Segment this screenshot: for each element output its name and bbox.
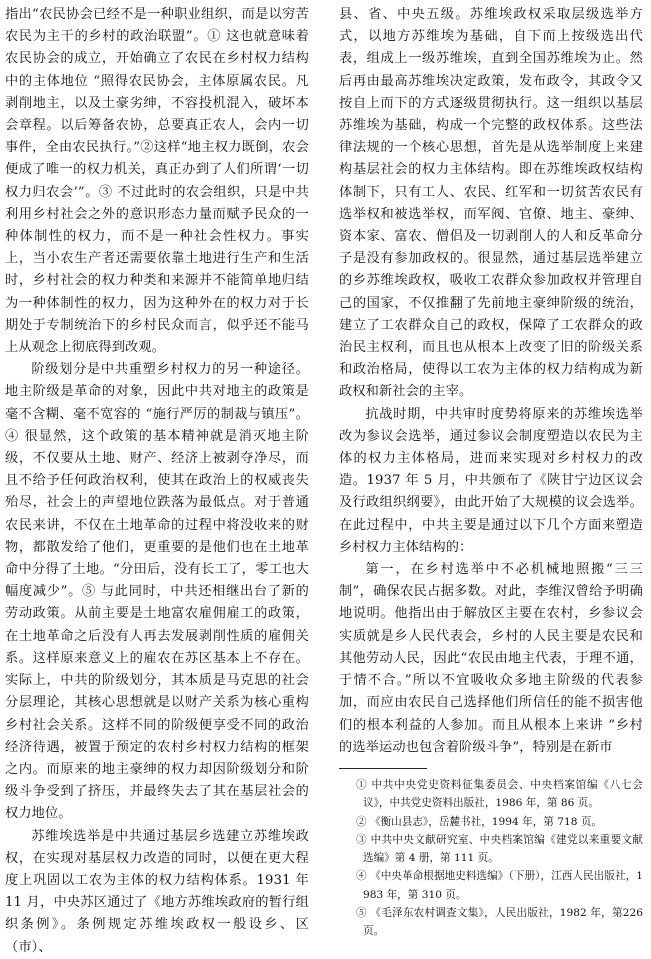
footnote: ⑤ 《毛泽东农村调查文集》，人民出版社，1982 年，第226 页。 (356, 907, 643, 938)
footnote: ② 《衡山县志》，岳麓书社，1994 年，第 718 页。 (356, 815, 603, 828)
footnote-divider (339, 768, 427, 769)
footnote: ④ 《中央革命根据地史料选编》（下册），江西人民出版社，1983 年，第 310 页。 (356, 870, 643, 901)
body-paragraph-continued: 县、省、中央五级。苏维埃政权采取层级选举方式，以地方苏维埃为基础，自下而上按级选出代表，组成上一级苏维埃，直到全国苏维埃为止。然后再由最高苏维埃决定政策，发布政令，其政令又按自上而下的方式逐级贯彻执行。这一组织以基层苏维埃为基础，构成一个完整的政权体系。这些法律法规的一个核心思想，首先是从选举制度上来建构基层社会的权力主体结构。即在苏维埃政权结构体制下，只有工人、农民、红军和一切贫苦农民有选举权和被选举权，而军阀、官僚、地主、豪绅、资本家、富农、僧侣及一切剥削人的人和反革命分子是没有参加政权的。很显然，通过基层选举建立的乡苏维埃政权，吸收工农群众参加政权并管理自己的国家，不仅推翻了先前地主豪绅阶级的统治，建立了工农群众自己的政权，保障了工农群众的政治民主权利，而且也从根本上改变了旧的阶级关系和政治格局，使得以工农为主体的权力结构成为新政权和新社会的主宰。 (339, 7, 643, 400)
body-paragraph: 指出“农民协会已经不是一种职业组织，而是以穷苦农民为主干的乡村的政治联盟”。① 这也就意味着农民协会的成立，开始确立了农民在乡村权力结构中的主体地位 “照得农民协会，主体原属农民。凡剥削地主，以及土豪劣绅，不容投机混入，破坏本会章程。以后筹备农协，总要真正农人，会内一切事件，全由农民执行。”②这样“地主权力既倒，农会便成了唯一的权力机关，真正办到了人们所谓‘一切权力归农会’”。③ 不过此时的农会组织，只是中共利用乡村社会之外的意识形态力量而赋予民众的一种体制性的权力，而不是一种社会性权力。事实上，当小农生产者还需要依靠土地进行生产和生活时，乡村社会的权力种类和来源并不能简单地归结为一种体制性的权力，因为这种外在的权力对于长期处于专制统治下的乡村民众而言，似乎还不能马上从观念上彻底得到改观。 (5, 7, 309, 356)
body-paragraph: 苏维埃选举是中共通过基层乡选建立苏维埃政权，在实现对基层权力改造的同时，以便在更大程度上巩固以工农为主体的权力结构体系。1931 年 11 月，中央苏区通过了《地方苏维埃政府的暂行组织条例》。条例规定苏维埃政权一般设乡、区（市）、 (5, 828, 309, 955)
body-paragraph: 第一，在乡村选举中不必机械地照搬“三三制”，确保农民占据多数。对此，李维汉曾给予明确地说明。他指出由于解放区主要在农村，乡参议会实质就是乡人民代表会，乡村的人民主要是农民和其他劳动人民，因此“农民由地主代表，于理不通，于情不合。”所以不宜吸收众多地主阶级的代表参加，而应由农民自己选择他们所信任的能不损害他们的根本利益的人参加。而且从根本上来讲 “乡村的选举运动也包含着阶级斗争”，特别是在新市 (339, 562, 643, 755)
left-text-column (5, 4, 309, 959)
right-text-column (339, 4, 643, 759)
footnotes (339, 776, 643, 941)
footnote: ① 中共中央党史资料征集委员会、中央档案馆编《八七会议》，中共党史资料出版社，1986 年，第 86 页。 (356, 779, 643, 810)
body-paragraph: 阶级划分是中共重塑乡村权力的另一种途径。地主阶级是革命的对象，因此中共对地主的政策是毫不含糊、毫不宽容的 “施行严厉的制裁与镇压”。④ 很显然，这个政策的基本精神就是消灭地主阶级，不仅要从土地、财产、经济上被剥夺净尽，而且不给予任何政治权利，使其在政治上的权威丧失殆尽，社会上的声望地位跌落为最低点。对于普通农民来讲，不仅在土地革命的过程中将没收来的财物，都散发给了他们，更重要的是他们也在土地革命中分得了土地。“分田后，没有长工了，零工也大幅度减少”。⑤ 与此同时，中共还相继出台了新的劳动政策。从前主要是土地富农雇佣雇工的政策，在土地革命之后没有人再去发展剥削性质的雇佣关系。这样原来意义上的雇农在苏区基本上不存在。实际上，中共的阶级划分，其本质是马克思的社会分层理论，其核心思想就是以财产关系为核心重构乡村社会关系。这样不同的阶级便享受不同的政治经济待遇，被置于预定的农村乡村权力结构的框架之内。而原来的地主豪绅的权力却因阶级划分和阶级斗争受到了挤压，并最终失去了其在基层社会的权力地位。 (5, 362, 309, 822)
footnote: ③ 中共中央文献研究室、中央档案馆编《建党以来重要文献选编》第 4 册，第 111 页。 (356, 833, 643, 865)
body-paragraph: 抗战时期，中共审时度势将原来的苏维埃选举改为参议会选举，通过参议会制度塑造以农民为主体的权力主体格局，进而来实现对乡村权力的改造。1937 年 5 月，中共颁布了《陕甘宁边区议会及行政组织纲要》，由此开始了大规模的议会选举。在此过程中，中共主要是通过以下几个方面来塑造乡村权力主体结构的： (339, 406, 643, 555)
